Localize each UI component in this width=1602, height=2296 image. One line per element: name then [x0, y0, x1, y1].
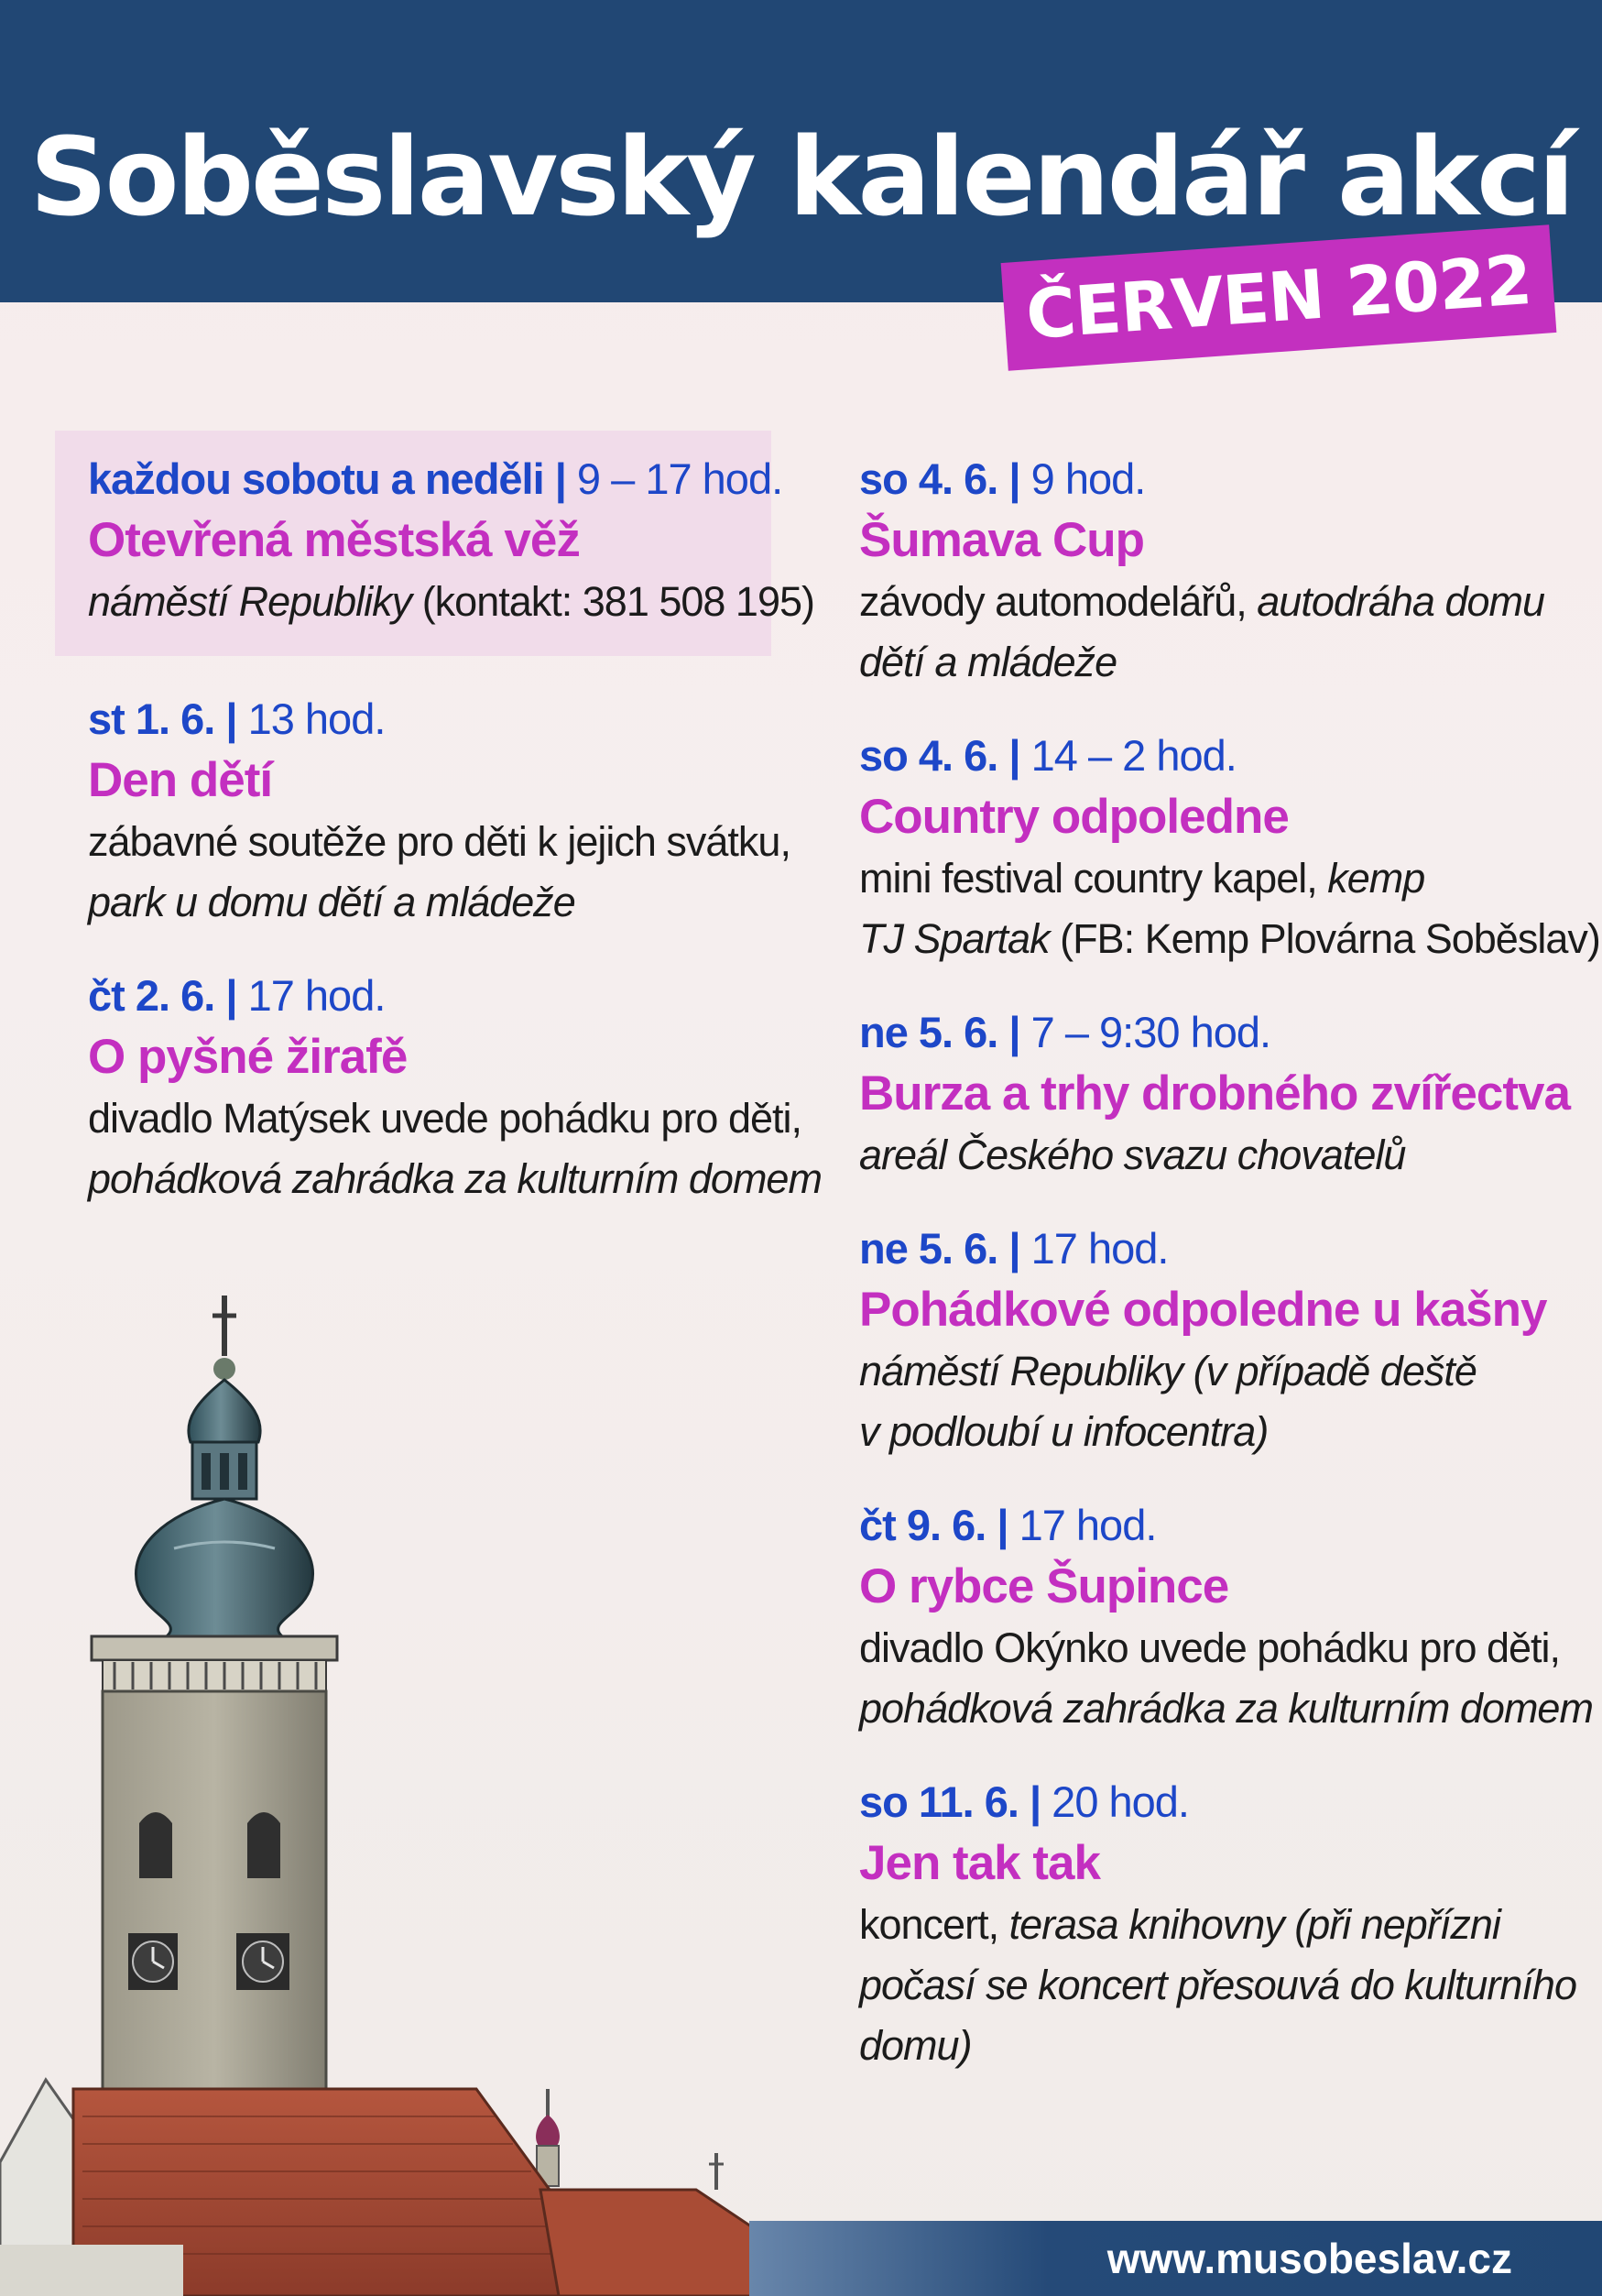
event-description: závody automodelářů, autodráha domu: [859, 578, 1545, 625]
event-name: Country odpoledne: [859, 790, 1289, 844]
event-location: v podloubí u infocentra): [859, 1408, 1269, 1455]
event-name: Pohádkové odpoledne u kašny: [859, 1283, 1547, 1337]
event-item-featured: [55, 431, 814, 656]
event-location: počasí se koncert přesouvá do kulturního: [859, 1962, 1576, 2008]
events-left-column: [57, 431, 822, 1242]
event-description: divadlo Matýsek uvede pohádku pro děti,: [88, 1095, 802, 1142]
event-item: [859, 726, 1600, 969]
event-name: O rybce Šupince: [859, 1559, 1229, 1613]
event-date: každou sobotu a neděli | 9 – 17 hod.: [88, 454, 783, 503]
event-item: [859, 1002, 1574, 1186]
event-item: [859, 449, 1574, 693]
event-location: dětí a mládeže: [859, 639, 1117, 685]
event-item: [57, 689, 808, 933]
event-description: zábavné soutěže pro děti k jejich svátku,: [88, 818, 790, 865]
event-date: st 1. 6. | 13 hod.: [88, 694, 386, 743]
events-right-column: [859, 449, 1600, 2109]
event-name: Burza a trhy drobného zvířectva: [859, 1066, 1570, 1121]
event-date: čt 9. 6. | 17 hod.: [859, 1501, 1157, 1549]
event-date: so 4. 6. | 9 hod.: [859, 454, 1146, 503]
event-location: areál Českého svazu chovatelů: [859, 1132, 1406, 1178]
event-item: [859, 1495, 1593, 1739]
event-location: domu): [859, 2022, 972, 2069]
event-item: [859, 1772, 1574, 2076]
event-item: [859, 1219, 1574, 1462]
event-date: so 4. 6. | 14 – 2 hod.: [859, 731, 1237, 780]
event-description: mini festival country kapel, kemp: [859, 855, 1425, 902]
event-name: Jen tak tak: [859, 1836, 1100, 1890]
event-location: pohádková zahrádka za kulturním domem: [859, 1685, 1593, 1732]
event-name: Otevřená městská věž: [88, 513, 580, 567]
event-date: ne 5. 6. | 7 – 9:30 hod.: [859, 1008, 1271, 1056]
event-name: Den dětí: [88, 753, 273, 807]
event-name: O pyšné žirafě: [88, 1030, 408, 1084]
month-label: ČERVEN 2022: [1023, 240, 1534, 355]
page-title: Soběslavský kalendář akcí: [29, 114, 1573, 240]
event-date: ne 5. 6. | 17 hod.: [859, 1224, 1169, 1273]
event-name: Šumava Cup: [859, 513, 1145, 567]
event-location: TJ Spartak (FB: Kemp Plovárna Soběslav): [859, 915, 1600, 962]
event-location: park u domu dětí a mládeže: [88, 879, 575, 925]
event-description: koncert, terasa knihovny (při nepřízni: [859, 1901, 1500, 1948]
event-description: divadlo Okýnko uvede pohádku pro děti,: [859, 1624, 1561, 1671]
event-location: náměstí Republiky (v případě deště: [859, 1348, 1477, 1394]
church-tower-illustration: [0, 1274, 751, 2296]
event-description: náměstí Republiky (kontakt: 381 508 195): [88, 578, 814, 625]
event-date: čt 2. 6. | 17 hod.: [88, 971, 386, 1020]
website-link[interactable]: www.musobeslav.cz: [1106, 2235, 1512, 2282]
event-location: pohádková zahrádka za kulturním domem: [88, 1155, 822, 1202]
footer-bar: [749, 2221, 1602, 2296]
event-date: so 11. 6. | 20 hod.: [859, 1777, 1189, 1826]
event-item: [57, 966, 822, 1209]
